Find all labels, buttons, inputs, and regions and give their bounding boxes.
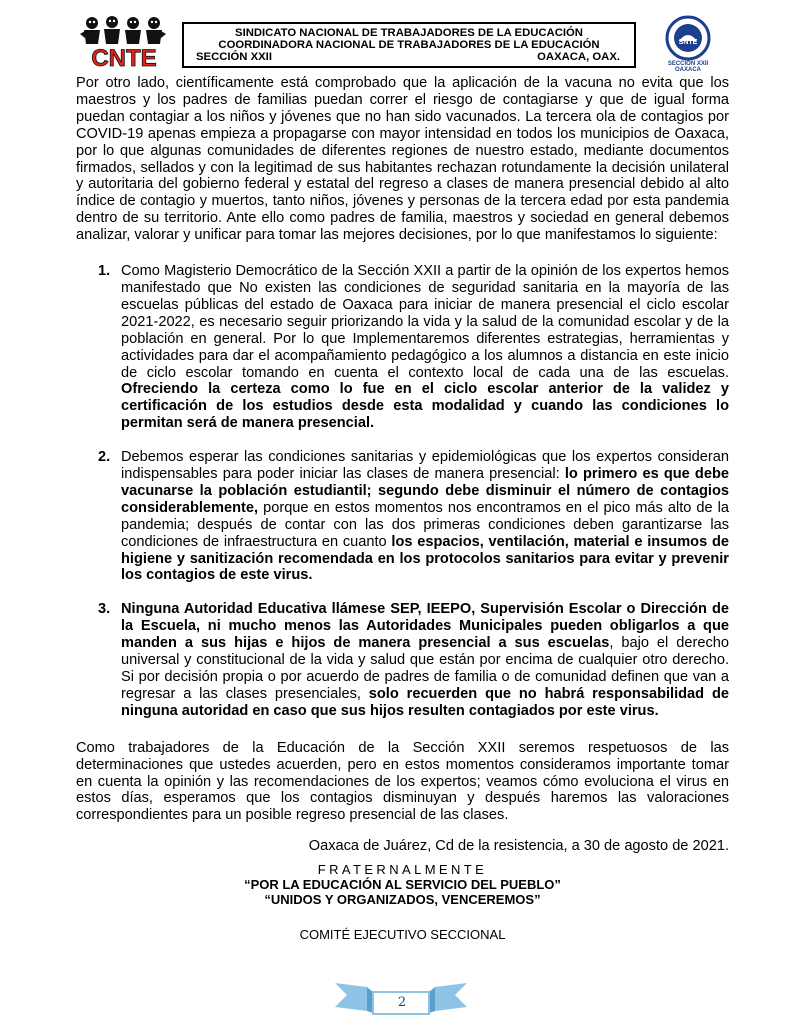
seal-city-text: OAXACA: [674, 67, 702, 71]
snte-seal-text: SNTE: [678, 39, 698, 46]
intro-paragraph: Por otro lado, científicamente está comprobado que la aplicación de la vacuna no evita que los maestros y los padres de familias puedan correr el riesgo de contagiarse y que de igual forma puedan contagiar a los niños y jóvenes que no han sido vacunados. La tercera ola de contagios por COVID-19 apenas empieza a propagarse con mayor intensidad en todos los municipios de Oaxaca, por lo que algunas comunidades de diferentes regiones de nuestro estado, mediante documentos firmados, sellados y con la legitimad de sus habitantes rechazan rotundamente la decisión unilateral y autoritaria del gobierno federal y estatal del regreso a clases de manera presencial debido al alto índice de contagio y muertos, tanto niños, jóvenes y personas de la tercera edad por esta pandemia dentro de su territorio. Ante ello como padres de familia, maestros y sociedad en general debemos analizar, valorar y unificar para tomar las mejores decisiones, por lo que manifestamos lo siguiente:: [76, 75, 729, 244]
item-text: porque en estos momentos nos encontramos en el pico más alto de la pandemia; después de contar con las dos primeras condiciones deben garantizarse las condiciones de infraestructura en cuanto: [121, 499, 729, 550]
fraternal-salutation: FRATERNALMENTE: [317, 862, 488, 878]
committee-name: COMITÉ EJECUTIVO SECCIONAL: [299, 927, 506, 943]
list-item: [76, 449, 729, 584]
motto-line: “POR LA EDUCACIÓN AL SERVICIO DEL PUEBLO”: [244, 877, 561, 893]
item-text: Debemos esperar las condiciones sanitarias y epidemiológicas que los expertos consideran indispensables para poder iniciar las clases de manera presencial:: [121, 449, 729, 483]
item-number: 1.: [98, 263, 111, 280]
cnte-logo-text: CNTE: [91, 45, 157, 70]
page-number: 2: [397, 995, 407, 1010]
section-location-line: [184, 51, 634, 63]
letterhead: [76, 14, 729, 72]
demands-list: [76, 263, 729, 720]
snte-seal-logo: [647, 15, 729, 71]
item-number: 3.: [98, 601, 111, 618]
letter-body: [76, 75, 729, 942]
item-bold-text: los espacios, ventilación, material e insumos de higiene y sanitización recomendada en los protocolos sanitarios para evitar y prevenir los contagios de este virus.: [121, 533, 729, 584]
item-bold-text: lo primero es que debe vacunarse la población estudiantil; segundo debe disminuir el número de contagios considerablemente,: [121, 466, 729, 516]
closing-paragraph: Como trabajadores de la Educación de la Sección XXII seremos respetuosos de las determinaciones que ustedes acuerden, pero en estos momentos consideramos importante tomar en cuenta la opinión y las recomendaciones de los expertos; veamos cómo evoluciona el virus en estos días, esperamos que los contagios disminuyan y después haremos las valoraciones correspondientes para un posible regreso presencial de las clases.: [76, 739, 729, 824]
union-name: SINDICATO NACIONAL DE TRABAJADORES DE LA EDUCACIÓN: [235, 27, 583, 39]
location: OAXACA, OAX.: [537, 51, 620, 63]
section-name: SECCIÓN XXII: [196, 51, 272, 63]
item-text: , bajo el derecho universal y constitucional de la vida y salud que están por encima de cualquier otro derecho. Si por decisión propia o por acuerdo de padres de familia o de comunidad definen que van a regresar a las clases presenciales,: [121, 635, 729, 702]
signature-block: [76, 862, 729, 942]
seal-section-text: SECCION XXII: [667, 61, 709, 67]
item-bold-text: Ninguna Autoridad Educativa llámese SEP, IEEPO, Supervisión Escolar o Dirección de la Escuela, ni mucho menos las Autoridades Municipales pueden obligarlos a que manden a sus hijas e hijos de manera presencial a sus escuelas: [121, 601, 729, 652]
coordinator-name: COORDINADORA NACIONAL DE TRABAJADORES DE LA EDUCACIÓN: [218, 39, 600, 51]
motto-line: “UNIDOS Y ORGANIZADOS, VENCEREMOS”: [264, 892, 541, 908]
item-number: 2.: [98, 449, 111, 466]
organization-name-box: [182, 22, 636, 68]
list-item: [76, 263, 729, 432]
item-bold-text: Ofreciendo la certeza como lo fue en el ciclo escolar anterior de la validez y certificación de los estudios desde esta modalidad y cuando las condiciones lo permitan será de manera presencial.: [121, 381, 729, 432]
list-item: [76, 601, 729, 719]
cnte-logo: [76, 14, 176, 70]
date-line: Oaxaca de Juárez, Cd de la resistencia, a 30 de agosto de 2021.: [308, 838, 729, 855]
item-text: Como Magisterio Democrático de la Sección XXII a partir de la opinión de los expertos hemos manifestado que No existen las condiciones de seguridad sanitaria en la mayoría de las escuelas públicas del estado de Oaxaca para iniciar de manera presencial el ciclo escolar 2021-2022, es necesario seguir priorizando la vida y la salud de la comunidad escolar y de la población en general. Por lo que Implementaremos diferentes estrategias, herramientas y actividades para dar el acompañamiento pedagógico a los alumnos a distancia en este inicio de ciclo escolar tomando en cuenta el contexto local de cada una de las escuelas.: [121, 263, 729, 381]
page-footer: [333, 977, 469, 1023]
item-bold-text: solo recuerden que no habrá responsabilidad de ninguna autoridad en caso que sus hijos resulten contagiados por este virus.: [121, 685, 729, 719]
